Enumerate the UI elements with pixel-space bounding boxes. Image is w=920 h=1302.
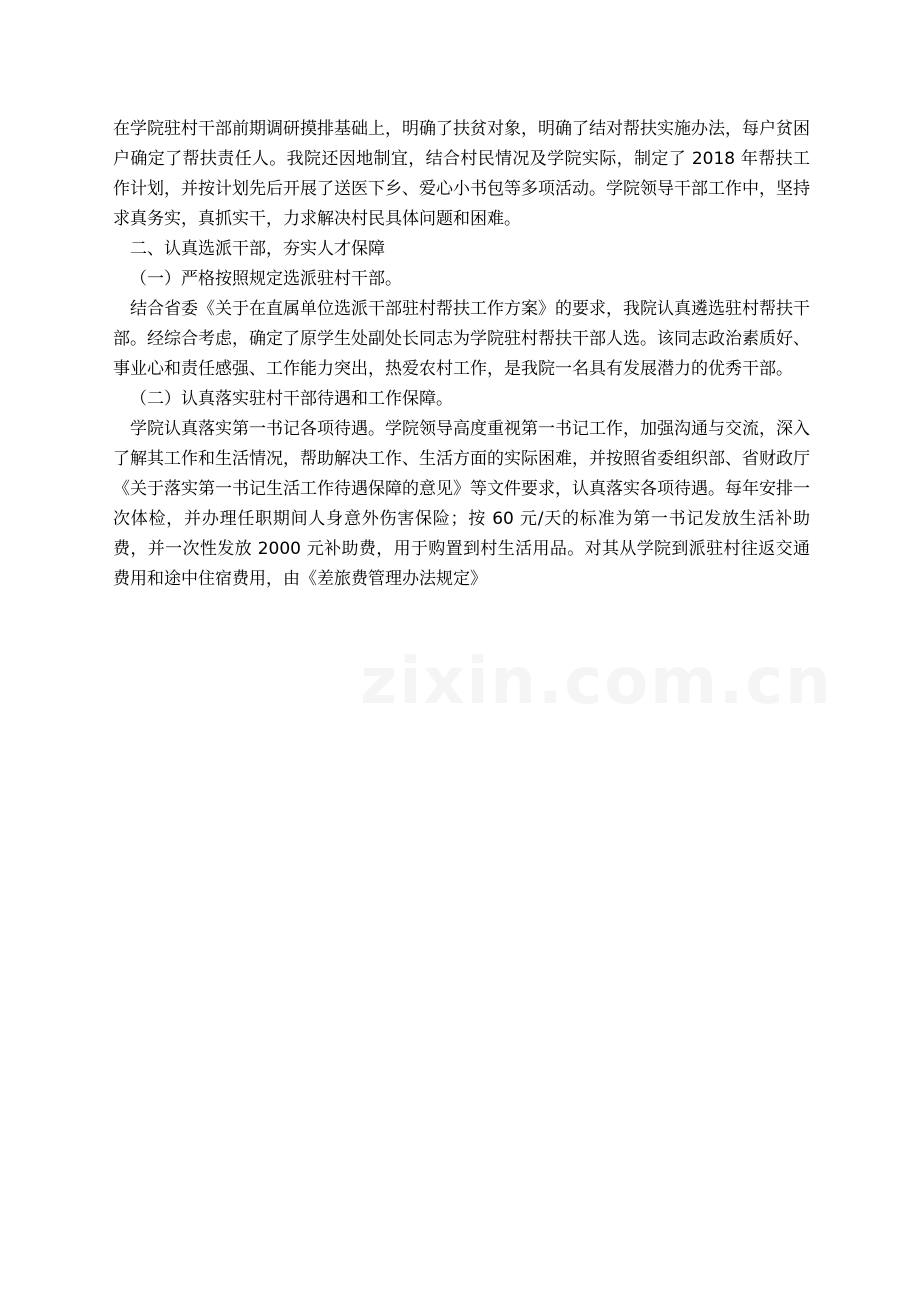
subsection-heading-1: （一）严格按照规定选派驻村干部。 <box>130 269 402 289</box>
paragraph-1: 在学院驻村干部前期调研摸排基础上，明确了扶贫对象，明确了结对帮扶实施办法，每户贫困户确定了帮扶责任人。我院还因地制宜，结合村民情况及学院实际，制定了 2018 年帮扶工作计划，并按计划先后开展了送医下乡、爱心小书包等多项活动。学院领导干部工作中，坚持求真务实，真抓实干，力求解决村民具体问题和困难。 <box>113 119 810 229</box>
paragraph-benefits: 学院认真落实第一书记各项待遇。学院领导高度重视第一书记工作，加强沟通与交流，深入了解其工作和生活情况，帮助解决工作、生活方面的实际困难，并按照省委组织部、省财政厅《关于落实第一书记生活工作待遇保障的意见》等文件要求，认真落实各项待遇。每年安排一次体检，并办理任职期间人身意外伤害保险；按 60 元/天的标准为第一书记发放生活补助费，并一次性发放 2000 元补助费，用于购置到村生活用品。对其从学院到派驻村往返交通费用和途中住宿费用，由《差旅费管理办法规定》 <box>113 419 810 589</box>
subsection-heading-2: （二）认真落实驻村干部待遇和工作保障。 <box>130 389 453 409</box>
watermark: zixin.com.cn <box>360 645 833 719</box>
document-page <box>113 114 810 594</box>
section-heading-2: 二、认真选派干部，夯实人才保障 <box>130 239 385 259</box>
paragraph-selection: 结合省委《关于在直属单位选派干部驻村帮扶工作方案》的要求，我院认真遴选驻村帮扶干部。经综合考虑，确定了原学生处副处长同志为学院驻村帮扶干部人选。该同志政治素质好、事业心和责任感强、工作能力突出，热爱农村工作，是我院一名具有发展潜力的优秀干部。 <box>113 299 810 379</box>
